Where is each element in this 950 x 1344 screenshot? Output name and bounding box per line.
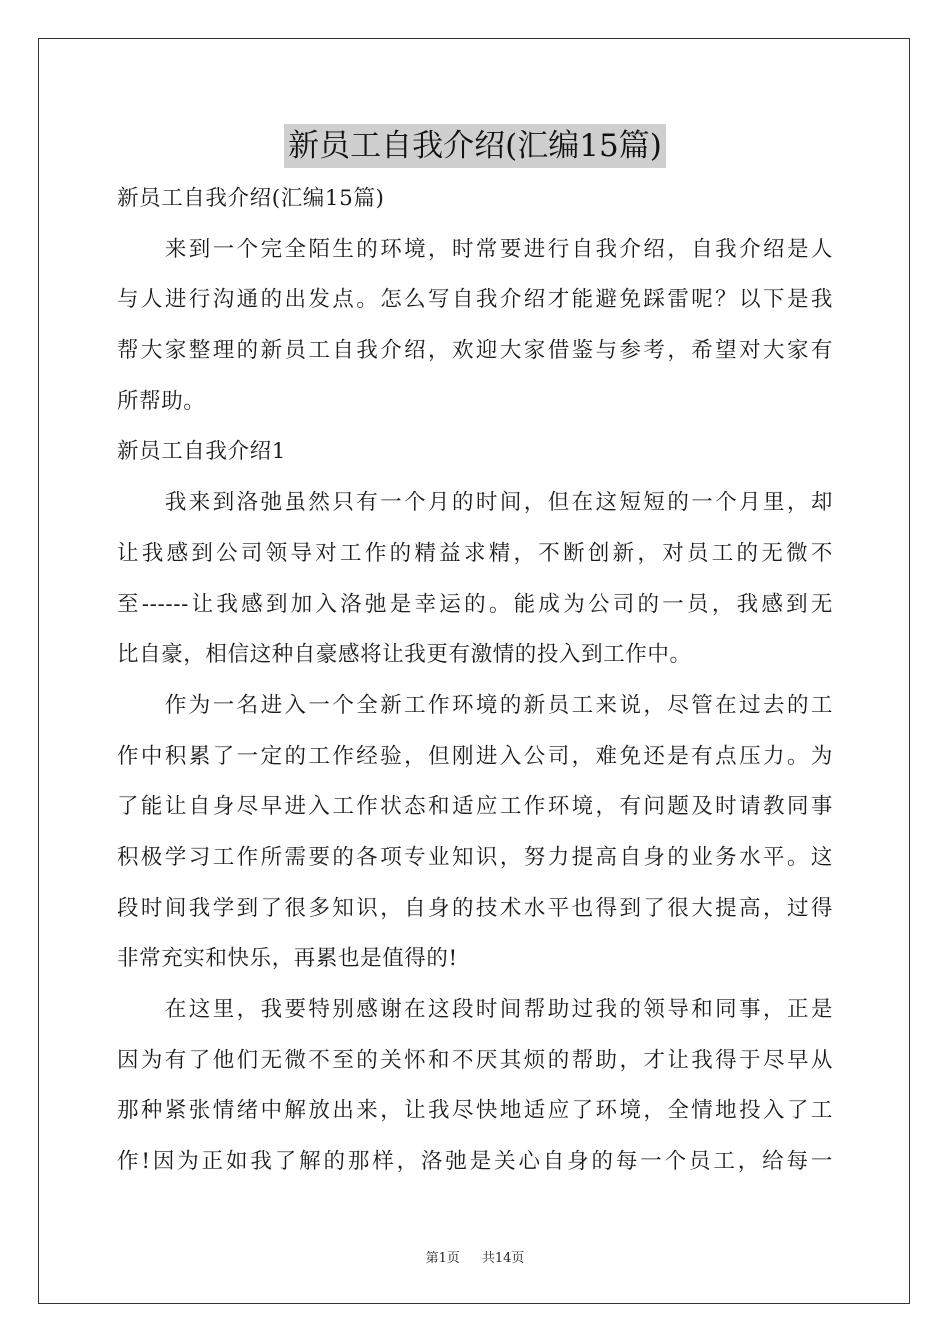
text-line: 比自豪，相信这种自豪感将让我更有激情的投入到工作中。: [117, 642, 692, 668]
text-line: 让我感到公司领导对工作的精益求精，不断创新，对员工的无微不: [117, 540, 833, 566]
text-line: 作!因为正如我了解的那样，洛弛是关心自身的每一个员工，给每一: [117, 1149, 833, 1175]
page-number-total: 共14页: [481, 1251, 525, 1266]
text-line: 段时间我学到了很多知识，自身的技术水平也得到了很大提高，过得: [117, 895, 833, 921]
document-body: [117, 174, 833, 1188]
text-line: 至------让我感到加入洛弛是幸运的。能成为公司的一员，我感到无: [117, 591, 833, 617]
text-line: 所帮助。: [117, 388, 206, 414]
text-line: 作中积累了一定的工作经验，但刚进入公司，难免还是有点压力。为: [117, 743, 833, 769]
text-line: 帮大家整理的新员工自我介绍，欢迎大家借鉴与参考，希望对大家有: [117, 338, 833, 364]
page-footer: [0, 1247, 950, 1266]
text-line: 非常充实和快乐，再累也是值得的!: [117, 946, 458, 972]
text-line: 来到一个完全陌生的环境，时常要进行自我介绍，自我介绍是人: [117, 236, 833, 262]
text-line: 我来到洛弛虽然只有一个月的时间，但在这短短的一个月里，却: [117, 490, 833, 516]
text-line: 新员工自我介绍(汇编15篇): [117, 186, 385, 211]
text-line: 在这里，我要特别感谢在这段时间帮助过我的领导和同事，正是: [117, 997, 833, 1022]
text-line: 那种紧张情绪中解放出来，让我尽快地适应了环境，全情地投入了工: [117, 1098, 833, 1124]
document-title: 新员工自我介绍(汇编15篇): [284, 124, 666, 168]
text-line: 积极学习工作所需要的各项专业知识，努力提高自身的业务水平。这: [117, 844, 833, 870]
text-line: 了能让自身尽早进入工作状态和适应工作环境，有问题及时请教同事: [117, 794, 833, 820]
title-container: [0, 124, 950, 168]
text-line: 因为有了他们无微不至的关怀和不厌其烦的帮助，才让我得于尽早从: [117, 1047, 833, 1073]
text-line: 与人进行沟通的出发点。怎么写自我介绍才能避免踩雷呢？以下是我: [117, 287, 833, 313]
page-number-current: 第1页: [425, 1251, 460, 1266]
text-line: 新员工自我介绍1: [117, 439, 286, 465]
text-line: 作为一名进入一个全新工作环境的新员工来说，尽管在过去的工: [117, 692, 833, 718]
